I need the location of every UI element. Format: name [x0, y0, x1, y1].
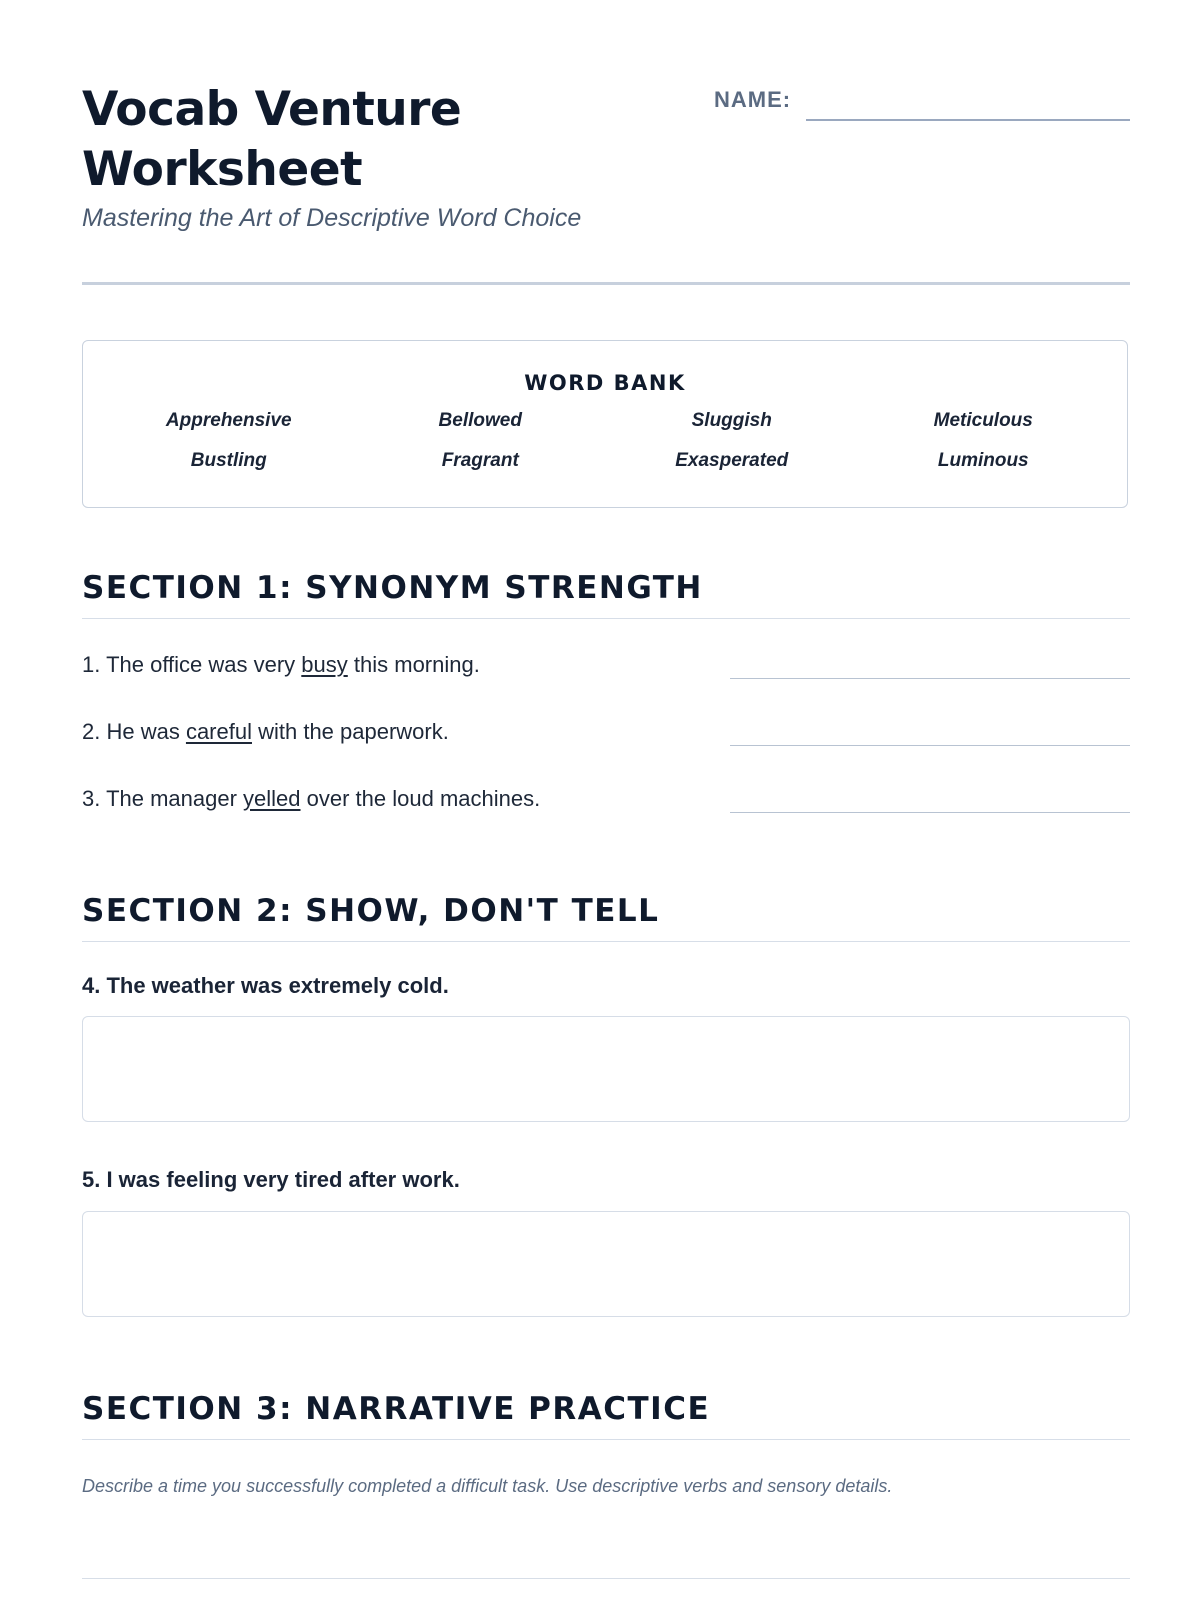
header-divider: [82, 282, 1130, 285]
page-title: Vocab Venture Worksheet: [82, 82, 462, 197]
prompt-5: 5. I was feeling very tired after work.: [82, 1167, 460, 1192]
page-subtitle: Mastering the Art of Descriptive Word Choice: [82, 204, 582, 232]
section-2-heading: SECTION 2: SHOW, DON'T TELL: [82, 893, 1130, 942]
name-field-line[interactable]: [806, 119, 1130, 121]
word-bank-heading: WORD BANK: [524, 371, 686, 395]
target-word: careful: [185, 719, 252, 744]
word-bank-word: Fragrant: [441, 450, 519, 471]
synonym-item-1: [82, 648, 1130, 688]
section-1-heading: SECTION 1: SYNONYM STRENGTH: [82, 570, 1130, 619]
word-bank-grid: [103, 409, 1109, 473]
answer-line[interactable]: [730, 745, 1130, 746]
word-bank-word: Luminous: [937, 450, 1029, 471]
worksheet-page: [82, 0, 1130, 1600]
word-bank-word: Bellowed: [438, 410, 522, 431]
target-word: yelled: [243, 786, 301, 811]
name-label: NAME:: [714, 87, 792, 112]
synonym-sentence: 1. The office was very busy this morning.: [82, 652, 480, 677]
word-bank-word: Meticulous: [933, 410, 1033, 431]
synonym-item-2: [82, 715, 1130, 755]
answer-box-5[interactable]: [82, 1211, 1130, 1317]
word-bank-word: Bustling: [190, 450, 267, 471]
section-3-instructions: Describe a time you successfully completed a difficult task. Use descriptive verbs and sensory details.: [82, 1476, 893, 1496]
answer-box-4[interactable]: [82, 1016, 1130, 1122]
word-bank-word: Apprehensive: [165, 410, 292, 431]
target-word: busy: [301, 652, 348, 677]
synonym-sentence: 2. He was careful with the paperwork.: [82, 719, 449, 744]
answer-line[interactable]: [730, 678, 1130, 679]
section-3-heading: SECTION 3: NARRATIVE PRACTICE: [82, 1391, 1130, 1440]
word-bank-word: Sluggish: [691, 410, 772, 431]
word-bank-word: Exasperated: [675, 450, 789, 471]
answer-line[interactable]: [730, 812, 1130, 813]
writing-line[interactable]: [82, 1578, 1130, 1579]
prompt-4: 4. The weather was extremely cold.: [82, 973, 449, 998]
synonym-item-3: [82, 782, 1130, 822]
word-bank-box: [82, 340, 1128, 508]
synonym-sentence: 3. The manager yelled over the loud machines.: [82, 786, 541, 811]
